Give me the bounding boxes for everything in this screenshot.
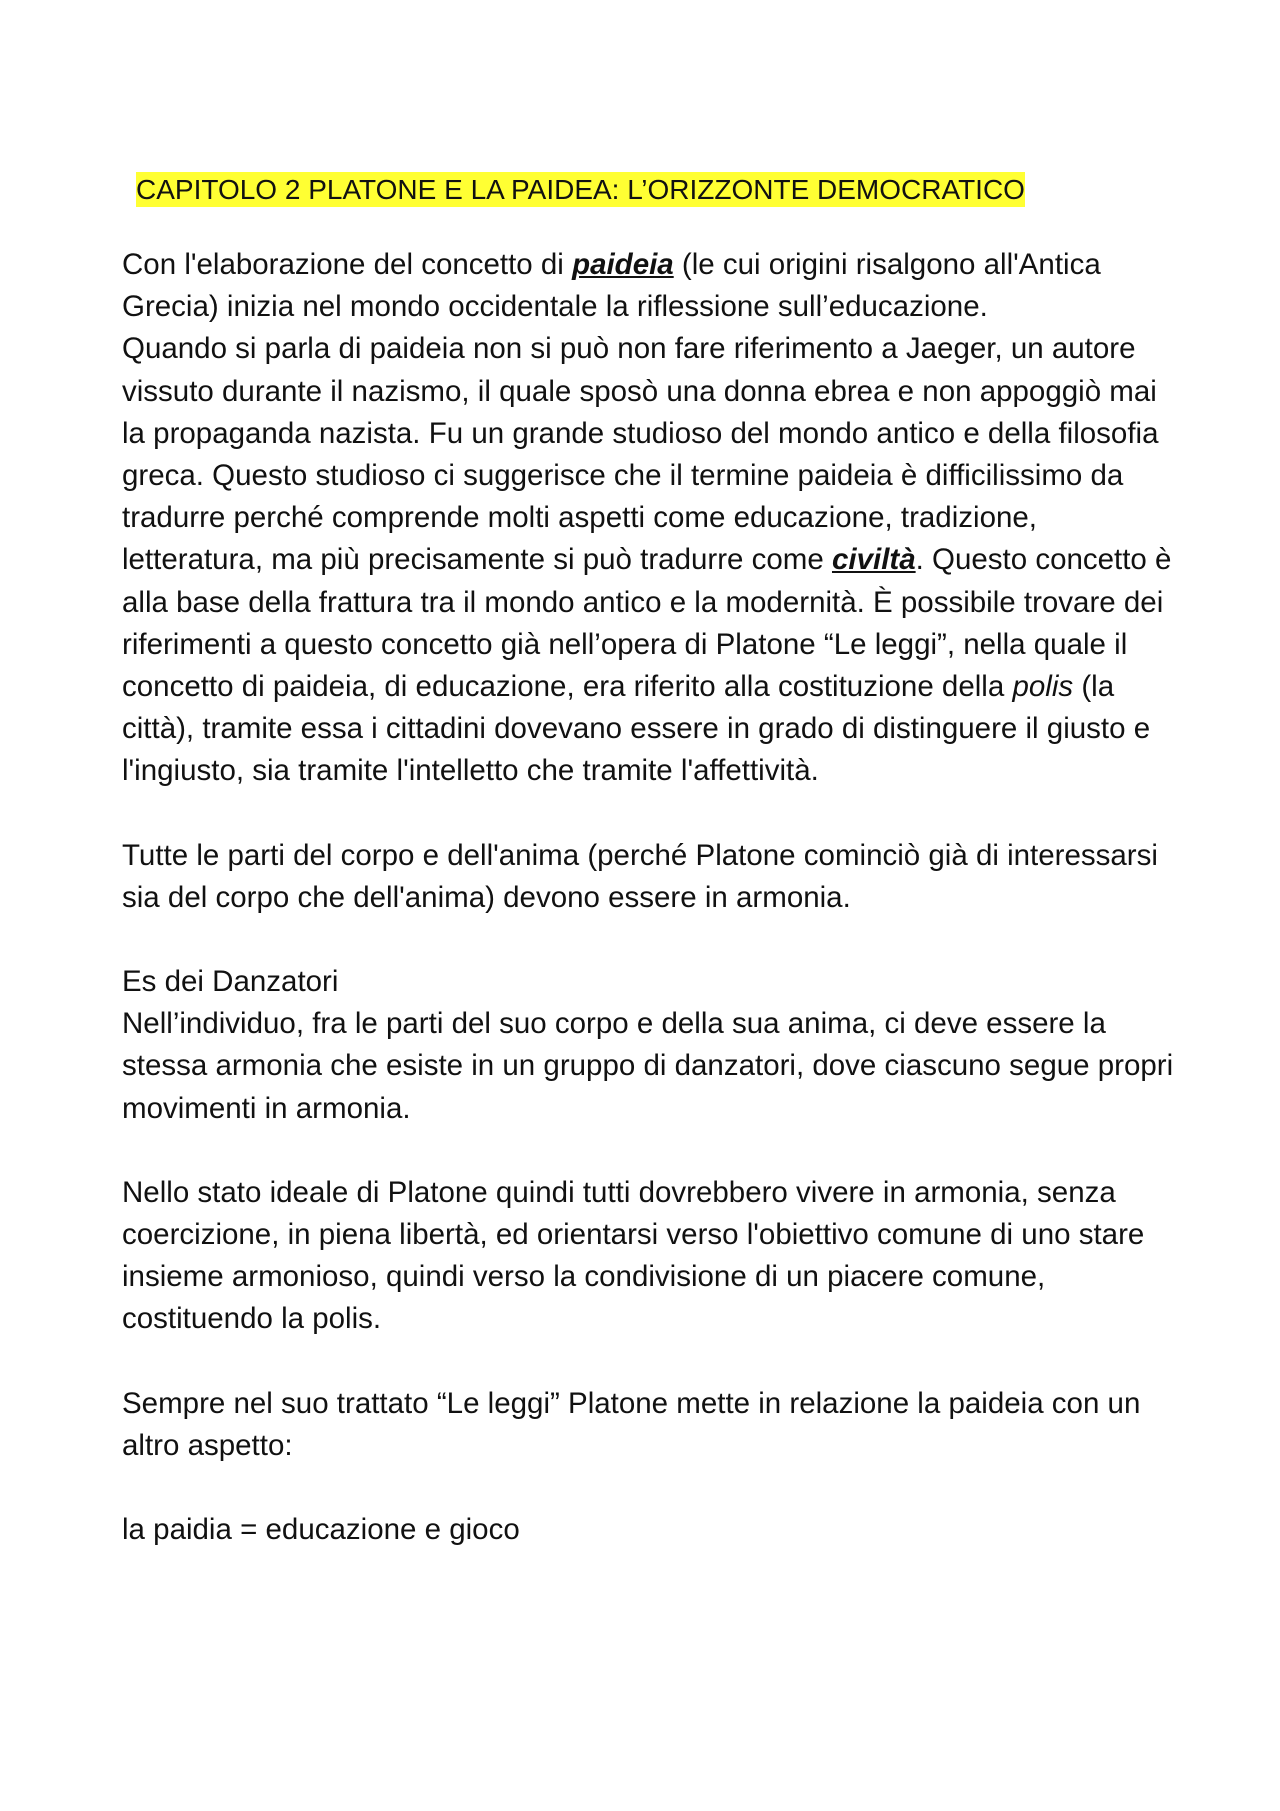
- example-heading: Es dei Danzatori: [122, 965, 339, 999]
- paragraph-spacer: [122, 1341, 1182, 1383]
- term-polis: polis: [1012, 670, 1074, 704]
- paragraph-harmony: Tutte le parti del corpo e dell'anima (perché Platone cominciò già di interessarsi sia del corpo che dell'anima) devono essere in armonia.: [122, 838, 1167, 914]
- paragraph-spacer: [122, 919, 1182, 961]
- paragraph-intro: [122, 244, 1182, 328]
- paragraph-jaeger: [122, 328, 1182, 792]
- paragraph-ideal-state: Nello stato ideale di Platone quindi tutti dovrebbero vivere in armonia, senza coercizione, in piena libertà, ed orientarsi verso l'obiettivo comune di uno stare insieme armonioso, quindi verso la condivisione di un piacere comune, costituendo la polis.: [122, 1175, 1153, 1336]
- text-run: Con l'elaborazione del concetto di: [122, 248, 573, 281]
- term-civilta: civiltà: [831, 543, 916, 577]
- text-run: (le cui origini risalgono all'Antica Grecia) inizia nel mondo occidentale la riflessione sull’educazione.: [122, 248, 1109, 324]
- chapter-title: [136, 170, 1182, 210]
- paragraph-spacer: [122, 1467, 1182, 1509]
- paragraph-dancers: Nell’individuo, fra le parti del suo corpo e della sua anima, ci deve essere la stessa armonia che esiste in un gruppo di danzatori, dove ciascuno segue propri movimenti in armonia.: [122, 1007, 1182, 1125]
- document-body: [122, 170, 1182, 1551]
- term-paideia: paideia: [572, 248, 674, 281]
- paragraph-laws: Sempre nel suo trattato “Le leggi” Platone mette in relazione la paideia con un altro aspetto:: [122, 1386, 1149, 1462]
- paragraph-paidia: la paidia = educazione e gioco: [122, 1513, 520, 1547]
- text-run: . Questo concetto è alla base della frattura tra il mondo antico e la modernità. È possibile trovare dei riferimenti a questo concetto già nell’opera di Platone “Le leggi”, nella quale il concetto di paideia, di educazione, era riferito alla costituzione della: [122, 543, 1180, 704]
- paragraph-spacer: [122, 1130, 1182, 1172]
- paragraph-spacer: [122, 793, 1182, 835]
- text-run: (la città), tramite essa i cittadini dovevano essere in grado di distinguere il giusto e l'ingiusto, sia tramite l'intelletto che tramite l'affettività.: [122, 670, 1159, 788]
- chapter-title-highlight: CAPITOLO 2 PLATONE E LA PAIDEA: L’ORIZZONTE DEMOCRATICO: [136, 174, 1025, 205]
- text-run: Quando si parla di paideia non si può non fare riferimento a Jaeger, un autore vissuto durante il nazismo, il quale sposò una donna ebrea e non appoggiò mai la propaganda nazista. Fu un grande studioso del mondo antico e della filosofia greca. Questo studioso ci suggerisce che il termine paideia è difficilissimo da tradurre perché comprende molti aspetti come educazione, tradizione, letteratura, ma più precisamente si può tradurre come: [122, 332, 1167, 577]
